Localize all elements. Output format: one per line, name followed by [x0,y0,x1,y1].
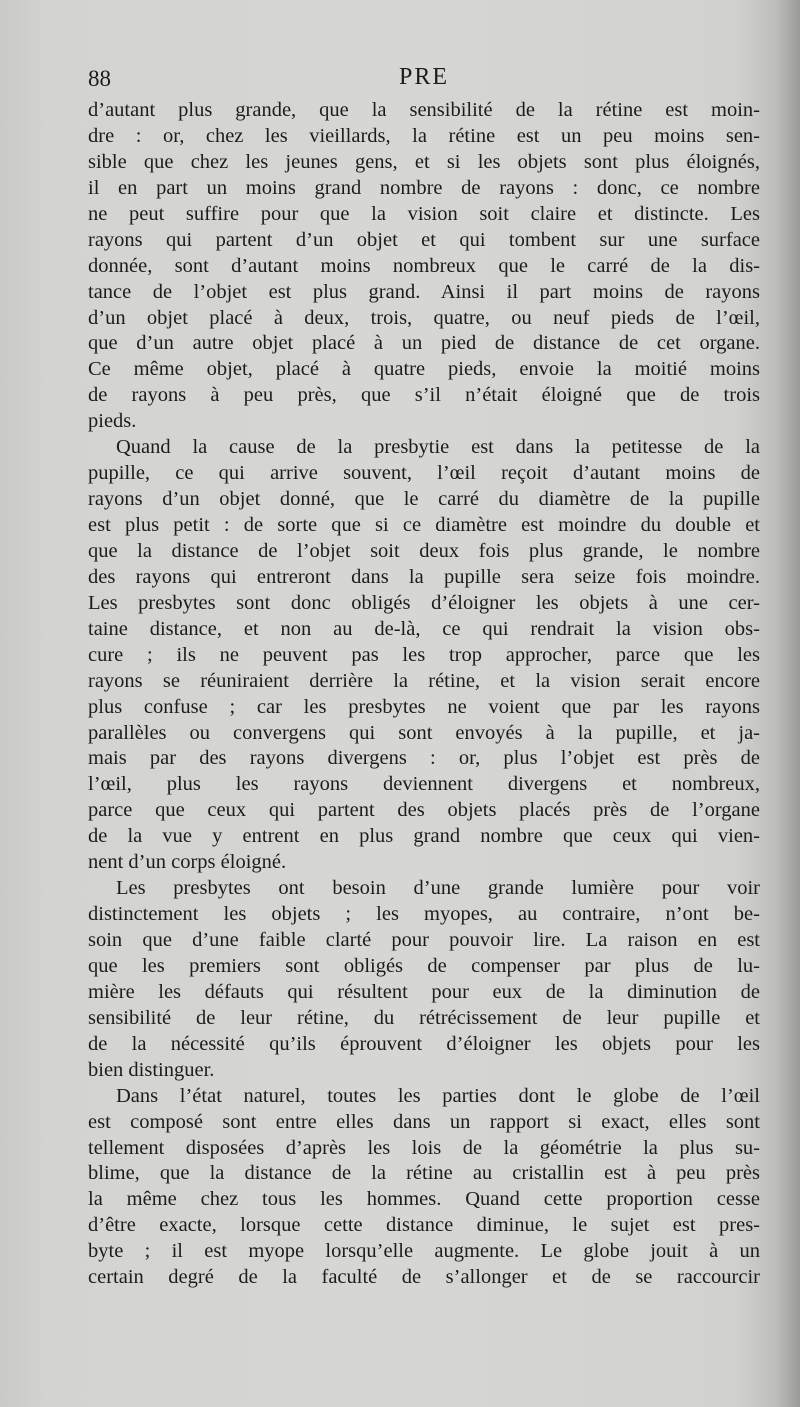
text-line: parallèles ou convergens qui sont envoyés à la pupille, et ja- [88,721,760,744]
running-head: PRE [398,64,449,90]
text-line: certain degré de la faculté de s’allonger et de se raccourcir [88,1266,760,1289]
text-line: tance de l’objet est plus grand. Ainsi il part moins de rayons [88,280,760,303]
text-line: d’être exacte, lorsque cette distance diminue, le sujet est pres- [88,1214,760,1237]
text-line: mais par des rayons divergens : or, plus l’objet est près de [88,747,760,770]
text-line: est composé sont entre elles dans un rapport si exact, elles sont [88,1110,760,1133]
text-line: mière les défauts qui résultent pour eux de la diminution de [88,980,760,1003]
text-line: la même chez tous les hommes. Quand cette proportion cesse [88,1188,760,1211]
text-line: pupille, ce qui arrive souvent, l’œil reçoit d’autant moins de [88,462,760,485]
text-line: de rayons à peu près, que s’il n’était éloigné que de trois [88,384,760,407]
text-line: rayons d’un objet donné, que le carré du diamètre de la pupille [88,488,760,511]
text-line: sible que chez les jeunes gens, et si les objets sont plus éloignés, [88,150,760,173]
text-line: donnée, sont d’autant moins nombreux que le carré de la dis- [88,254,760,277]
text-line: il en part un moins grand nombre de rayons : donc, ce nombre [88,176,760,199]
text-line: Dans l’état naturel, toutes les parties dont le globe de l’œil [116,1084,760,1107]
text-line: de la vue y entrent en plus grand nombre que ceux qui vien- [88,825,760,848]
text-line: cure ; ils ne peuvent pas les trop approcher, parce que les [88,643,760,666]
text-line: dre : or, chez les vieillards, la rétine est un peu moins sen- [88,124,760,147]
text-line: tellement disposées d’après les lois de la géométrie la plus su- [88,1136,760,1159]
text-line: des rayons qui entreront dans la pupille sera seize fois moindre. [88,565,760,588]
text-line: que la distance de l’objet soit deux fois plus grande, le nombre [88,539,760,562]
text-line: Quand la cause de la presbytie est dans la petitesse de la [116,436,760,459]
text-line: que les premiers sont obligés de compenser par plus de lu- [88,954,760,977]
text-line: byte ; il est myope lorsqu’elle augmente. Le globe jouit à un [88,1240,760,1263]
text-line: plus confuse ; car les presbytes ne voient que par les rayons [88,695,760,718]
text-line: blime, que la distance de la rétine au cristallin est à peu près [88,1162,760,1185]
text-line: rayons se réuniraient derrière la rétine, et la vision serait encore [88,669,760,692]
page-number: 88 [88,66,111,91]
body-text [88,98,760,1291]
text-line: distinctement les objets ; les myopes, au contraire, n’ont be- [88,903,760,926]
text-line: est plus petit : de sorte que si ce diamètre est moindre du double et [88,514,760,536]
text-line: d’un objet placé à deux, trois, quatre, ou neuf pieds de l’œil, [88,306,760,329]
page-header [88,62,760,96]
text-line: Ce même objet, placé à quatre pieds, envoie la moitié moins [88,358,760,381]
text-line: sensibilité de leur rétine, du rétrécissement de leur pupille et [88,1006,760,1029]
text-line: de la nécessité qu’ils éprouvent d’éloigner les objets pour les [88,1032,760,1055]
text-line: d’autant plus grande, que la sensibilité de la rétine est moin- [88,99,760,121]
text-line: pieds. [88,410,137,433]
text-line: Les presbytes ont besoin d’une grande lumière pour voir [116,877,760,900]
text-line: Les presbytes sont donc obligés d’éloigner les objets à une cer- [88,591,760,614]
text-line: rayons qui partent d’un objet et qui tombent sur une surface [88,228,760,251]
text-line: parce que ceux qui partent des objets placés près de l’organe [88,799,760,822]
text-line: soin que d’une faible clarté pour pouvoir lire. La raison en est [88,929,760,951]
text-line: que d’un autre objet placé à un pied de distance de cet organe. [88,332,760,355]
text-line: nent d’un corps éloigné. [88,851,287,874]
text-line: ne peut suffire pour que la vision soit claire et distincte. Les [88,202,760,225]
text-line: bien distinguer. [88,1058,215,1081]
text-line: taine distance, et non au de-là, ce qui rendrait la vision obs- [88,617,760,640]
text-line: l’œil, plus les rayons deviennent divergens et nombreux, [88,773,760,796]
